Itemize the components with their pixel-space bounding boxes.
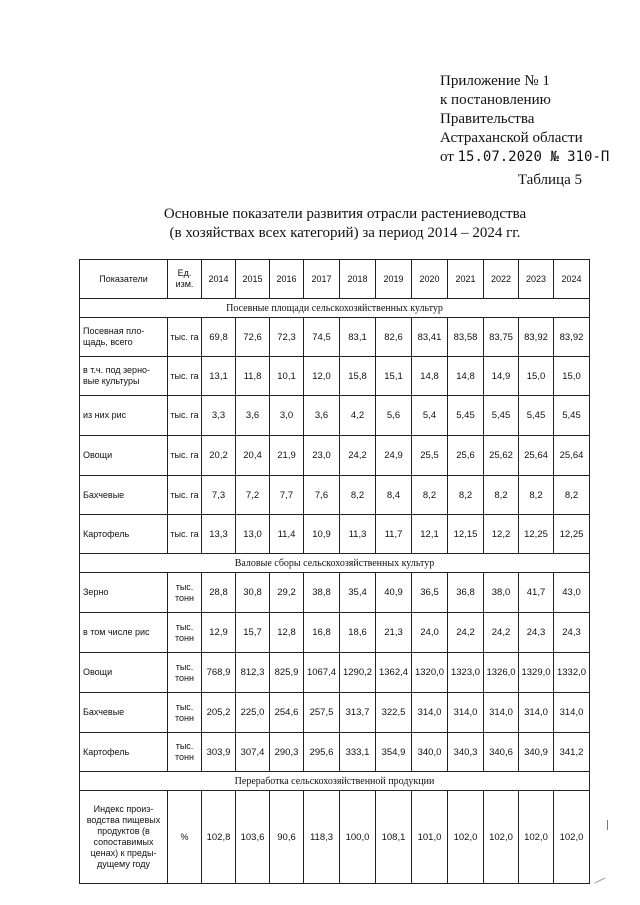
row-value-cell: 25,5: [412, 436, 448, 476]
row-value-cell: 14,8: [448, 357, 484, 396]
row-value-cell: 18,6: [340, 613, 376, 653]
row-value-cell: 8,2: [448, 476, 484, 515]
row-value-cell: 24,3: [554, 613, 590, 653]
header-year: 2015: [236, 260, 270, 299]
row-value-cell: 103,6: [236, 791, 270, 884]
table-row: [80, 476, 590, 515]
header-year: 2023: [519, 260, 554, 299]
row-value-cell: 83,75: [484, 318, 519, 357]
row-value-cell: 72,6: [236, 318, 270, 357]
row-value-cell: 20,4: [236, 436, 270, 476]
row-value-cell: 5,45: [554, 396, 590, 436]
table-row: [80, 515, 590, 554]
row-value-cell: 1067,4: [304, 653, 340, 693]
row-value-cell: 83,1: [340, 318, 376, 357]
row-value-cell: 40,9: [376, 573, 412, 613]
row-value-cell: 102,0: [519, 791, 554, 884]
row-value-cell: 101,0: [412, 791, 448, 884]
row-value-cell: 24,2: [484, 613, 519, 653]
section-title: Валовые сборы сельскохозяйственных культур: [80, 554, 590, 573]
section-title: Посевные площади сельскохозяйственных культур: [80, 299, 590, 318]
row-value-cell: 24,0: [412, 613, 448, 653]
row-value-cell: 16,8: [304, 613, 340, 653]
section-header-row: [80, 299, 590, 318]
row-unit: тыс. га: [168, 318, 202, 357]
header-year: 2016: [270, 260, 304, 299]
row-value-cell: 1326,0: [484, 653, 519, 693]
row-value-cell: 83,58: [448, 318, 484, 357]
table-row: [80, 436, 590, 476]
row-value-cell: 5,45: [448, 396, 484, 436]
row-value-cell: 8,2: [554, 476, 590, 515]
row-value-cell: 82,6: [376, 318, 412, 357]
row-indicator-name: Бахчевые: [80, 693, 168, 733]
row-value-cell: 21,3: [376, 613, 412, 653]
row-value-cell: 102,0: [448, 791, 484, 884]
row-value-cell: 8,4: [376, 476, 412, 515]
row-value-cell: 25,64: [519, 436, 554, 476]
row-value-cell: 314,0: [519, 693, 554, 733]
row-value-cell: 29,2: [270, 573, 304, 613]
row-value-cell: 3,6: [236, 396, 270, 436]
row-value-cell: 205,2: [202, 693, 236, 733]
row-indicator-name: Картофель: [80, 733, 168, 772]
row-unit: тыс. тонн: [168, 653, 202, 693]
row-value-cell: 118,3: [304, 791, 340, 884]
row-value-cell: 3,0: [270, 396, 304, 436]
row-value-cell: 15,1: [376, 357, 412, 396]
table-row: [80, 318, 590, 357]
row-value-cell: 100,0: [340, 791, 376, 884]
row-value-cell: 102,0: [554, 791, 590, 884]
row-value-cell: 10,9: [304, 515, 340, 554]
row-value-cell: 12,25: [519, 515, 554, 554]
row-value-cell: 313,7: [340, 693, 376, 733]
header-year: 2024: [554, 260, 590, 299]
row-value-cell: 303,9: [202, 733, 236, 772]
row-value-cell: 7,3: [202, 476, 236, 515]
row-value-cell: 322,5: [376, 693, 412, 733]
appendix-line-3: Правительства: [440, 111, 535, 127]
table-row: [80, 357, 590, 396]
row-value-cell: 20,2: [202, 436, 236, 476]
row-value-cell: 307,4: [236, 733, 270, 772]
row-value-cell: 12,9: [202, 613, 236, 653]
row-value-cell: 24,2: [448, 613, 484, 653]
row-value-cell: 41,7: [519, 573, 554, 613]
row-value-cell: 90,6: [270, 791, 304, 884]
row-value-cell: 11,7: [376, 515, 412, 554]
row-value-cell: 28,8: [202, 573, 236, 613]
row-value-cell: 1332,0: [554, 653, 590, 693]
row-value-cell: 1329,0: [519, 653, 554, 693]
table-header-row: [80, 260, 590, 299]
title-line-1: Основные показатели развития отрасли растениеводства: [163, 206, 527, 222]
table-row: [80, 573, 590, 613]
row-value-cell: 10,1: [270, 357, 304, 396]
row-value-cell: 1320,0: [412, 653, 448, 693]
row-indicator-name: в том числе рис: [80, 613, 168, 653]
row-value-cell: 38,0: [484, 573, 519, 613]
row-value-cell: 5,45: [484, 396, 519, 436]
row-value-cell: 102,8: [202, 791, 236, 884]
row-value-cell: 12,15: [448, 515, 484, 554]
row-value-cell: 768,9: [202, 653, 236, 693]
row-value-cell: 7,7: [270, 476, 304, 515]
table-row: [80, 733, 590, 772]
row-value-cell: 1323,0: [448, 653, 484, 693]
row-value-cell: 36,5: [412, 573, 448, 613]
margin-tick-mark: [607, 820, 608, 830]
row-value-cell: 8,2: [484, 476, 519, 515]
row-unit: тыс. тонн: [168, 573, 202, 613]
row-value-cell: 314,0: [448, 693, 484, 733]
row-value-cell: 11,4: [270, 515, 304, 554]
title-line-2: (в хозяйствах всех категорий) за период 2014 – 2024 гг.: [169, 225, 521, 241]
row-value-cell: 12,0: [304, 357, 340, 396]
row-value-cell: 254,6: [270, 693, 304, 733]
row-value-cell: 1290,2: [340, 653, 376, 693]
row-value-cell: 15,8: [340, 357, 376, 396]
row-value-cell: 30,8: [236, 573, 270, 613]
row-value-cell: 8,2: [519, 476, 554, 515]
row-unit: тыс. га: [168, 515, 202, 554]
document-title: [80, 205, 610, 243]
row-value-cell: 72,3: [270, 318, 304, 357]
row-indicator-name: из них рис: [80, 396, 168, 436]
row-indicator-name: Овощи: [80, 436, 168, 476]
row-value-cell: 12,25: [554, 515, 590, 554]
row-value-cell: 74,5: [304, 318, 340, 357]
row-value-cell: 25,6: [448, 436, 484, 476]
row-indicator-name: Бахчевые: [80, 476, 168, 515]
row-value-cell: 4,2: [340, 396, 376, 436]
header-year: 2017: [304, 260, 340, 299]
appendix-line-1: Приложение № 1: [440, 73, 550, 89]
section-title: Переработка сельскохозяйственной продукции: [80, 772, 590, 791]
row-indicator-name: Зерно: [80, 573, 168, 613]
table-row: [80, 396, 590, 436]
table-number: Таблица 5: [517, 172, 582, 188]
row-value-cell: 5,4: [412, 396, 448, 436]
row-value-cell: 25,64: [554, 436, 590, 476]
row-value-cell: 14,8: [412, 357, 448, 396]
row-value-cell: 13,0: [236, 515, 270, 554]
row-value-cell: 314,0: [554, 693, 590, 733]
row-value-cell: 38,8: [304, 573, 340, 613]
row-unit: %: [168, 791, 202, 884]
header-unit: Ед. изм.: [168, 260, 202, 299]
row-value-cell: 108,1: [376, 791, 412, 884]
row-value-cell: 15,7: [236, 613, 270, 653]
row-value-cell: 333,1: [340, 733, 376, 772]
row-value-cell: 812,3: [236, 653, 270, 693]
row-value-cell: 43,0: [554, 573, 590, 613]
section-header-row: [80, 772, 590, 791]
row-value-cell: 7,2: [236, 476, 270, 515]
appendix-line-4: Астраханской области: [440, 130, 583, 146]
table-row: [80, 653, 590, 693]
header-year: 2020: [412, 260, 448, 299]
row-value-cell: 83,92: [519, 318, 554, 357]
row-unit: тыс. га: [168, 396, 202, 436]
row-value-cell: 825,9: [270, 653, 304, 693]
row-value-cell: 24,2: [340, 436, 376, 476]
row-value-cell: 340,6: [484, 733, 519, 772]
row-value-cell: 295,6: [304, 733, 340, 772]
row-value-cell: 102,0: [484, 791, 519, 884]
row-value-cell: 13,3: [202, 515, 236, 554]
row-indicator-name: в т.ч. под зерно-вые культуры: [80, 357, 168, 396]
row-value-cell: 35,4: [340, 573, 376, 613]
appendix-date-number: 15.07.2020 № 310-П: [457, 149, 610, 165]
indicators-table: [79, 259, 590, 884]
row-value-cell: 83,41: [412, 318, 448, 357]
row-unit: тыс. га: [168, 436, 202, 476]
row-value-cell: 5,45: [519, 396, 554, 436]
header-indicator: Показатели: [80, 260, 168, 299]
row-value-cell: 15,0: [554, 357, 590, 396]
appendix-block: [440, 72, 609, 167]
section-header-row: [80, 554, 590, 573]
row-value-cell: 12,1: [412, 515, 448, 554]
row-value-cell: 24,3: [519, 613, 554, 653]
row-value-cell: 23,0: [304, 436, 340, 476]
row-indicator-name: Картофель: [80, 515, 168, 554]
row-indicator-name: Овощи: [80, 653, 168, 693]
row-value-cell: 12,2: [484, 515, 519, 554]
row-value-cell: 257,5: [304, 693, 340, 733]
header-year: 2018: [340, 260, 376, 299]
row-value-cell: 341,2: [554, 733, 590, 772]
row-unit: тыс. га: [168, 357, 202, 396]
row-indicator-name: Индекс произ-водства пищевых продуктов (в сопоставимых ценах) к преды-дущему году: [80, 791, 168, 884]
row-value-cell: 290,3: [270, 733, 304, 772]
row-unit: тыс. тонн: [168, 613, 202, 653]
row-value-cell: 3,3: [202, 396, 236, 436]
row-unit: тыс. тонн: [168, 733, 202, 772]
row-value-cell: 36,8: [448, 573, 484, 613]
row-value-cell: 8,2: [412, 476, 448, 515]
row-value-cell: 11,8: [236, 357, 270, 396]
row-value-cell: 13,1: [202, 357, 236, 396]
table-row: [80, 613, 590, 653]
row-value-cell: 340,0: [412, 733, 448, 772]
row-value-cell: 11,3: [340, 515, 376, 554]
appendix-line-2: к постановлению: [440, 92, 551, 108]
row-value-cell: 3,6: [304, 396, 340, 436]
row-value-cell: 354,9: [376, 733, 412, 772]
row-value-cell: 7,6: [304, 476, 340, 515]
row-value-cell: 314,0: [484, 693, 519, 733]
table-row: [80, 693, 590, 733]
row-value-cell: 1362,4: [376, 653, 412, 693]
row-value-cell: 14,9: [484, 357, 519, 396]
row-value-cell: 340,3: [448, 733, 484, 772]
header-year: 2021: [448, 260, 484, 299]
row-value-cell: 314,0: [412, 693, 448, 733]
row-unit: тыс. тонн: [168, 693, 202, 733]
appendix-date-prefix: от: [440, 149, 454, 165]
header-year: 2022: [484, 260, 519, 299]
header-year: 2019: [376, 260, 412, 299]
row-indicator-name: Посевная пло-щадь, всего: [80, 318, 168, 357]
row-value-cell: 340,9: [519, 733, 554, 772]
header-year: 2014: [202, 260, 236, 299]
table-row: [80, 791, 590, 884]
row-value-cell: 21,9: [270, 436, 304, 476]
row-value-cell: 69,8: [202, 318, 236, 357]
row-value-cell: 5,6: [376, 396, 412, 436]
row-value-cell: 12,8: [270, 613, 304, 653]
appendix-line-5: [440, 148, 609, 167]
row-value-cell: 15,0: [519, 357, 554, 396]
row-value-cell: 24,9: [376, 436, 412, 476]
row-value-cell: 225,0: [236, 693, 270, 733]
row-unit: тыс. га: [168, 476, 202, 515]
corner-pen-mark: [594, 878, 605, 884]
row-value-cell: 83,92: [554, 318, 590, 357]
row-value-cell: 25,62: [484, 436, 519, 476]
row-value-cell: 8,2: [340, 476, 376, 515]
